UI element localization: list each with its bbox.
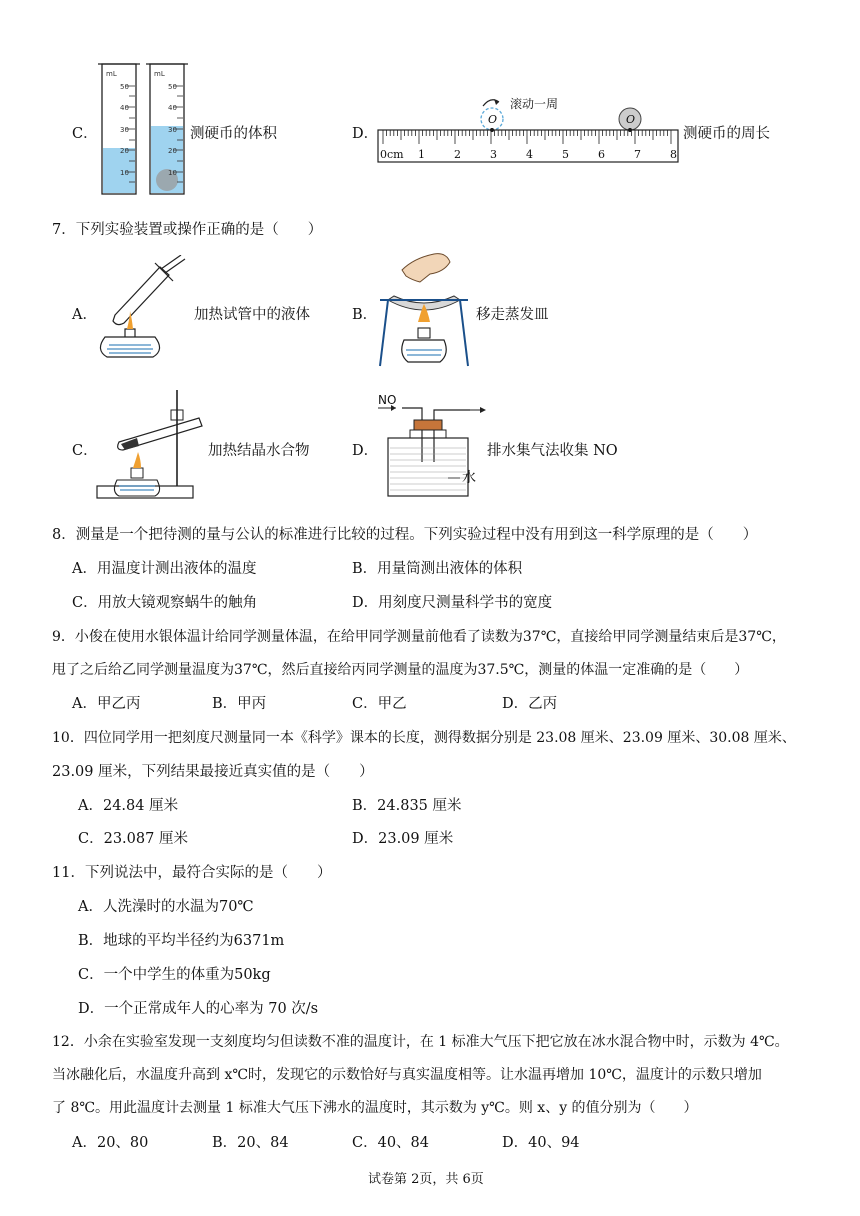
q6-option-d-text: 测硬币的周长: [683, 126, 770, 142]
q7-option-d-text: 排水集气法收集 NO: [487, 443, 618, 459]
q6-option-d-letter: D．: [352, 126, 379, 142]
q11-option-d[interactable]: D．一个正常成年人的心率为 70 次/s: [78, 1001, 319, 1017]
q7-option-b-letter: B．: [352, 307, 378, 323]
gas-collection-bottle-figure: [374, 392, 494, 500]
q12-stem-line1: 12．小余在实验室发现一支刻度均匀但读数不准的温度计，在 1 标准大气压下把它放在冰水混合物中时，示数为 4℃。: [52, 1034, 789, 1050]
q8-option-d[interactable]: D．用刻度尺测量科学书的宽度: [352, 595, 553, 611]
ruler-tick-label: 5: [562, 148, 569, 161]
graduated-cylinders-figure: [95, 58, 190, 198]
q7-option-a-text: 加热试管中的液体: [194, 307, 310, 323]
q10-option-d[interactable]: D．23.09 厘米: [352, 831, 454, 847]
q12-option-b[interactable]: B．20、84: [212, 1135, 289, 1151]
ruler-tick-label: 8: [670, 148, 677, 161]
q7-option-d-letter: D．: [352, 443, 379, 459]
q7-option-b-text: 移走蒸发皿: [476, 307, 549, 323]
q10-option-b[interactable]: B．24.835 厘米: [352, 798, 462, 814]
cyl1-tick-label: 50: [120, 83, 129, 91]
heating-test-tube-figure: [95, 255, 195, 363]
coin-end-label: O: [626, 113, 636, 126]
cyl2-tick-label: 20: [168, 147, 177, 155]
q10-stem-line2: 23.09 厘米，下列结果最接近真实值的是（ ）: [52, 764, 374, 780]
ruler-tick-label: 4: [526, 148, 533, 161]
q8-option-b[interactable]: B．用量筒测出液体的体积: [352, 561, 523, 577]
q12-option-d[interactable]: D．40、94: [502, 1135, 580, 1151]
q7-stem: 7．下列实验装置或操作正确的是（ ）: [52, 222, 323, 238]
cyl2-tick-label: 40: [168, 104, 177, 112]
q9-stem-line2: 甩了之后给乙同学测量温度为37℃，然后直接给丙同学测量的温度为37.5℃，测量的体温一定准确的是（ ）: [52, 662, 749, 678]
q11-stem: 11．下列说法中，最符合实际的是（ ）: [52, 865, 332, 881]
ruler-tick-label: 0cm: [380, 148, 404, 161]
cyl1-tick-label: 30: [120, 126, 129, 134]
q8-option-c[interactable]: C．用放大镜观察蜗牛的触角: [72, 595, 258, 611]
page-footer: 试卷第 2页，共 6页: [368, 1172, 484, 1187]
q10-stem-line1: 10．四位同学用一把刻度尺测量同一本《科学》课本的长度，测得数据分别是 23.08 厘米、23.09 厘米、30.08 厘米、: [52, 730, 796, 746]
q11-option-b[interactable]: B．地球的平均半径约为6371m: [78, 933, 285, 949]
q9-option-d[interactable]: D．乙丙: [502, 696, 558, 712]
cyl2-tick-label: 50: [168, 83, 177, 91]
heating-crystal-hydrate-figure: [95, 388, 205, 500]
cyl1-tick-label: 10: [120, 169, 129, 177]
cyl1-tick-label: 20: [120, 147, 129, 155]
ruler-tick-label: 3: [490, 148, 497, 161]
q12-stem-line2: 当冰融化后，水温度升高到 x℃时，发现它的示数恰好与真实温度相等。让水温再增加 10℃，温度计的示数只增加: [52, 1067, 762, 1083]
q10-option-a[interactable]: A．24.84 厘米: [78, 798, 179, 814]
ruler-tick-label: 6: [598, 148, 605, 161]
q9-option-b[interactable]: B．甲丙: [212, 696, 267, 712]
q12-stem-line3: 了 8℃。用此温度计去测量 1 标准大气压下沸水的温度时，其示数为 y℃。则 x、y 的值分别为（ ）: [52, 1100, 698, 1116]
q7-option-c-text: 加热结晶水合物: [208, 443, 310, 459]
cyl2-tick-label: 30: [168, 126, 177, 134]
ruler-tick-label: 7: [634, 148, 641, 161]
q6-option-c-letter: C．: [72, 126, 98, 142]
q8-stem: 8．测量是一个把待测的量与公认的标准进行比较的过程。下列实验过程中没有用到这一科学原理的是（ ）: [52, 527, 758, 543]
q6-option-c-text: 测硬币的体积: [190, 126, 277, 142]
coin-start-label: O: [488, 113, 498, 126]
q12-option-a[interactable]: A．20、80: [72, 1135, 149, 1151]
cyl2-tick-label: 10: [168, 169, 177, 177]
q7-option-c-letter: C．: [72, 443, 98, 459]
q9-option-c[interactable]: C．甲乙: [352, 696, 407, 712]
no-gas-label: NO: [378, 393, 397, 407]
evaporating-dish-figure: [374, 250, 474, 368]
q8-option-a[interactable]: A．用温度计测出液体的温度: [72, 561, 257, 577]
q9-option-a[interactable]: A．甲乙丙: [72, 696, 141, 712]
cyl2-unit: mL: [154, 70, 165, 78]
cyl1-unit: mL: [106, 70, 117, 78]
q7-option-a-letter: A．: [72, 307, 97, 323]
ruler-tick-label: 1: [418, 148, 425, 161]
water-label: 水: [462, 470, 476, 486]
q11-option-c[interactable]: C．一个中学生的体重为50kg: [78, 967, 271, 983]
q12-option-c[interactable]: C．40、84: [352, 1135, 429, 1151]
cyl1-tick-label: 40: [120, 104, 129, 112]
ruler-coin-figure: [375, 92, 685, 168]
q11-option-a[interactable]: A．人洗澡时的水温为70℃: [78, 899, 254, 915]
q10-option-c[interactable]: C．23.087 厘米: [78, 831, 188, 847]
ruler-tick-label: 2: [454, 148, 461, 161]
q9-stem-line1: 9．小俊在使用水银体温计给同学测量体温，在给甲同学测量前他看了读数为37℃，直接给甲同学测量结束后是37℃，: [52, 629, 786, 645]
ruler-annotation: 滚动一周: [510, 97, 559, 111]
